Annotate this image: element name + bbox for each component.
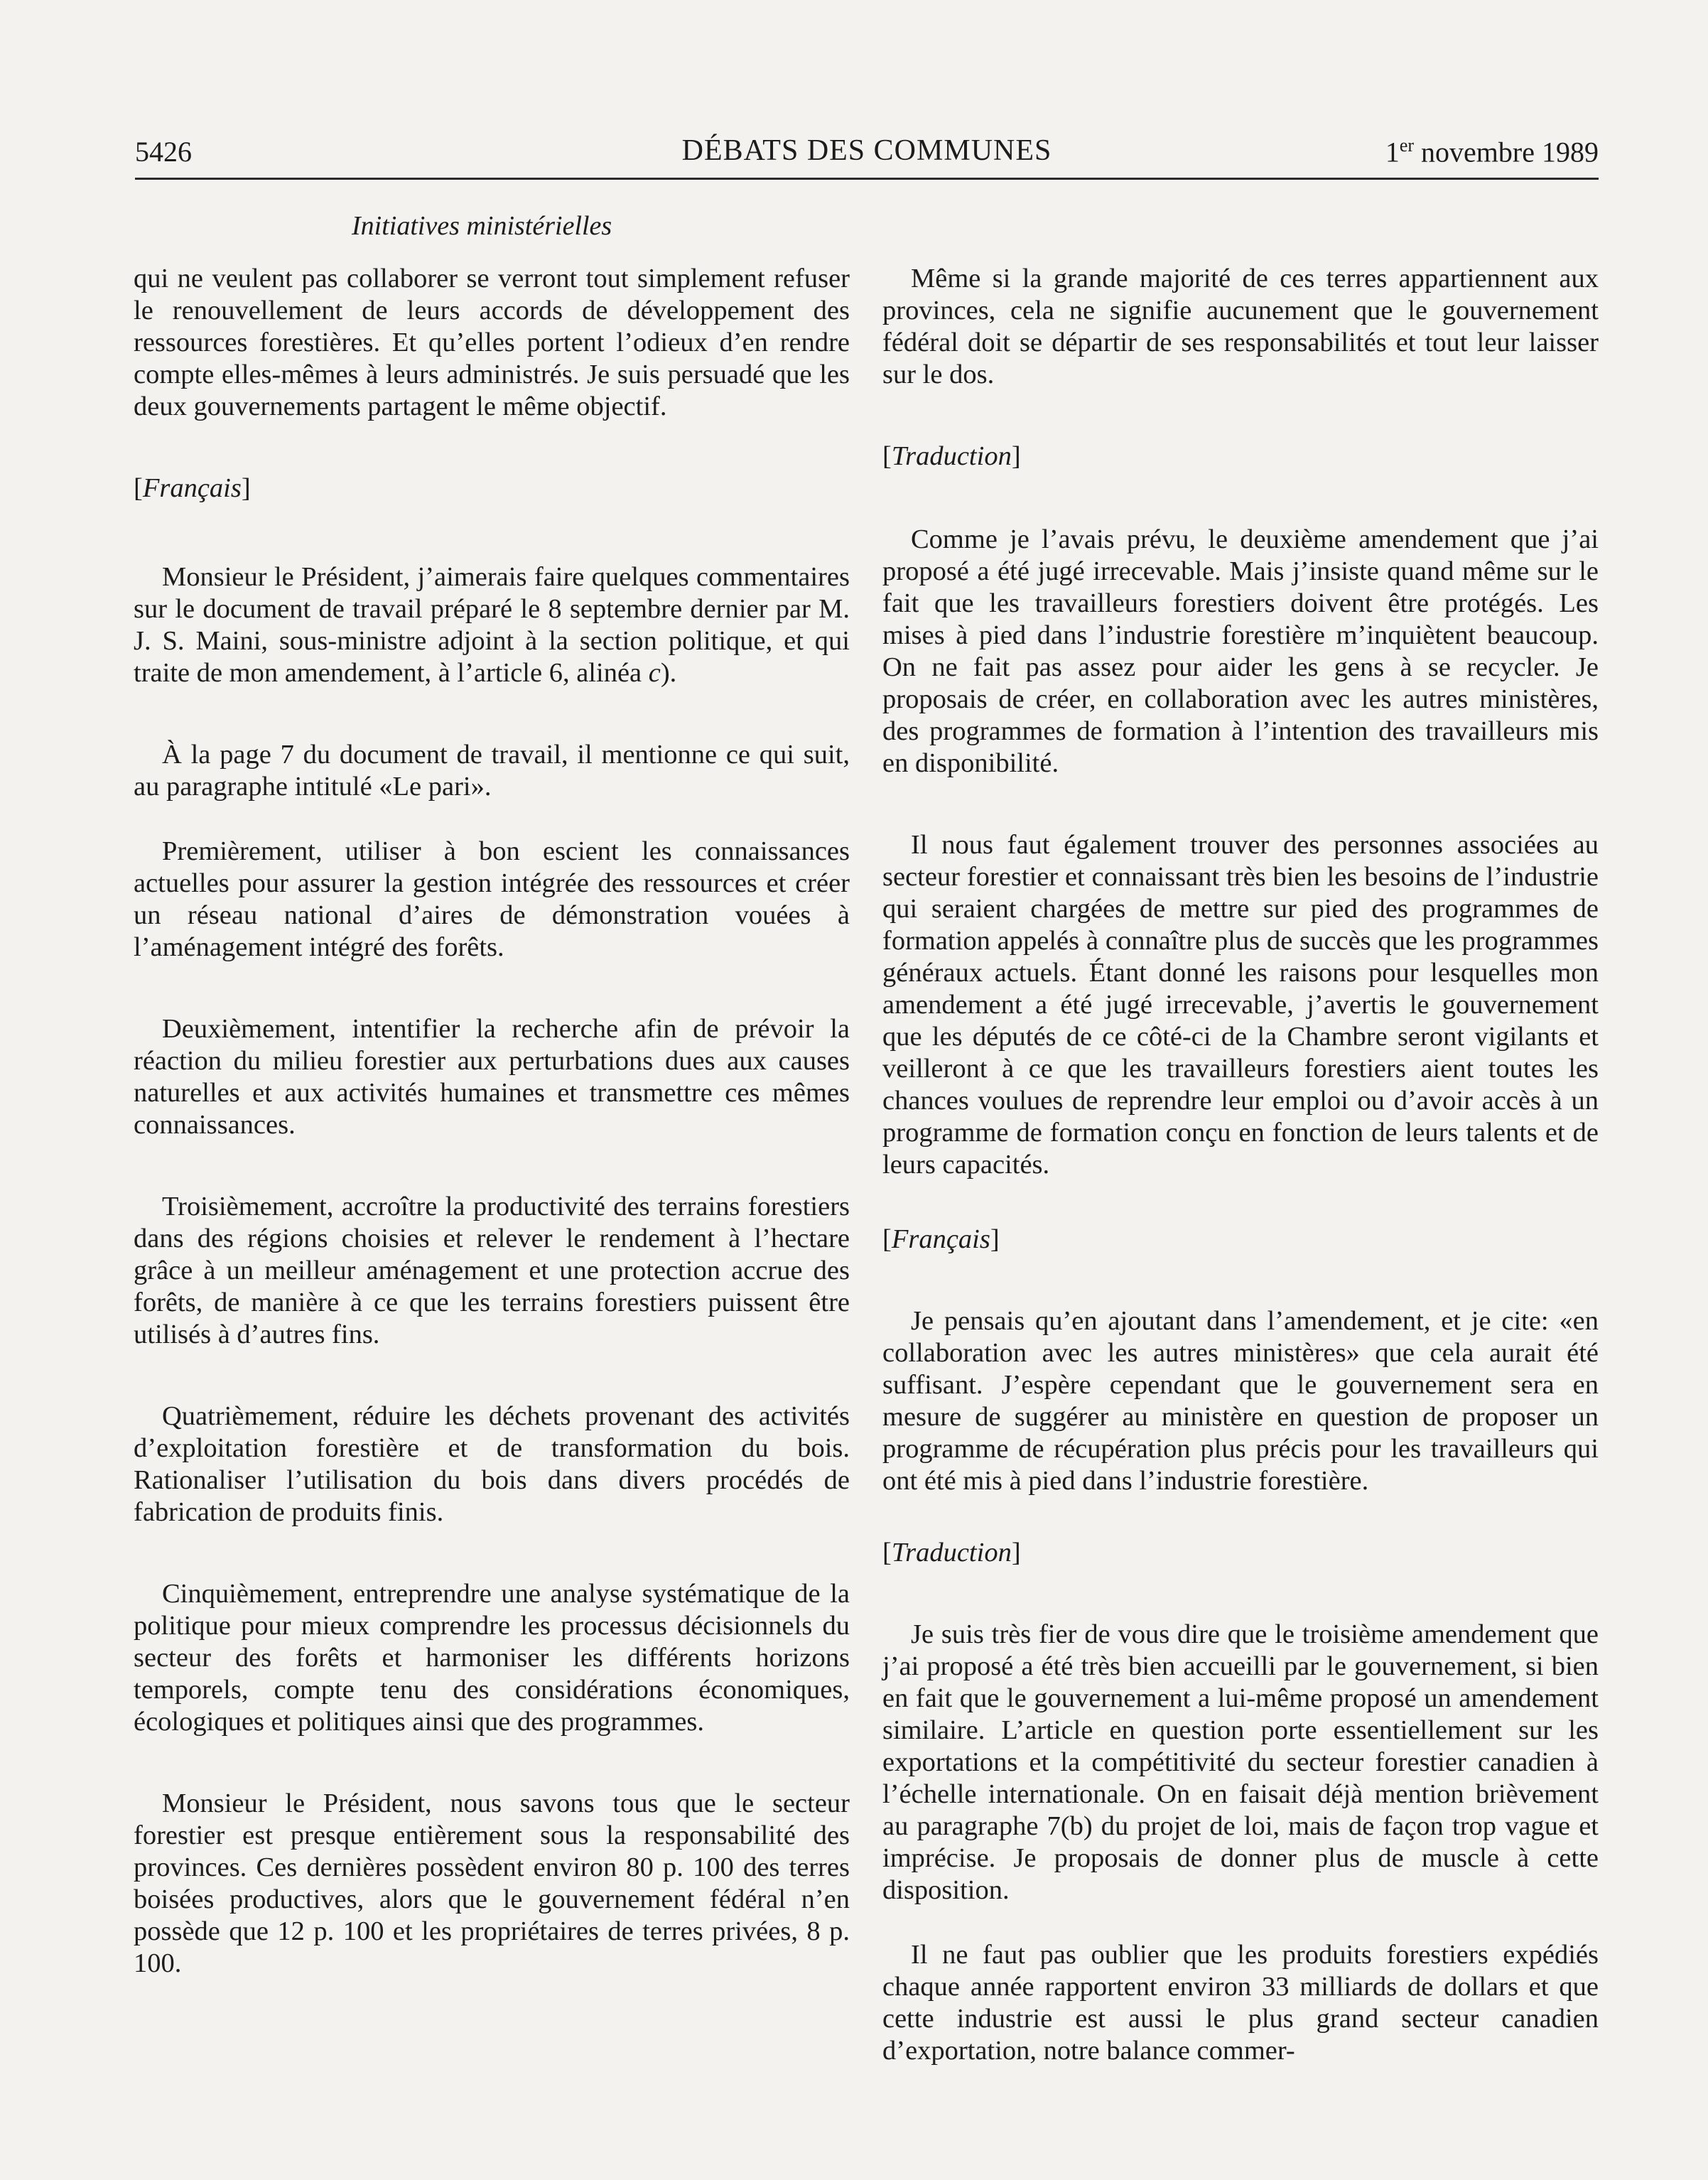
language-marker-text: Français [891,1224,990,1254]
paragraph-text: Monsieur le Président, j’aimerais faire quelques commentaires sur le document de travail préparé le 8 septembre dernier par M. J. S. Maini, sous-ministre adjoint à la section politique, et qui traite de mon amendement, à l’article 6, alinéa [134,562,850,688]
paragraph: Je pensais qu’en ajoutant dans l’amendement, et je cite: «en collaboration avec les autres ministères» que cela aurait été suffisant. J’espère cependant que le gouvernement sera en mesure de suggérer au ministère en question de proposer un programme de récupération plus précis pour les travailleurs qui ont été mis à pied dans l’industrie forestière. [882,1306,1599,1496]
language-marker-text: Traduction [891,1538,1012,1567]
paragraph [134,561,850,689]
paragraph: Comme je l’avais prévu, le deuxième amendement que j’ai proposé a été jugé irrecevable. Mais j’insiste quand même sur le fait que les travailleurs forestiers doivent être protégés. Les mises à pied dans l’industrie forestière m’inquiètent beaucoup. On ne fait pas assez pour aider les gens à se recycler. Je proposais de créer, en collaboration avec les autres ministères, des programmes de formation à l’intention des travailleurs mis en disponibilité. [882,524,1599,778]
paragraph: Troisièmement, accroître la productivité des terrains forestiers dans des régions choisies et relever le rendement à l’hectare grâce à un meilleur aménagement et une protection accrue des forêts, de manière à ce que les terrains forestiers puissent être utilisés à d’autres fins. [134,1192,850,1349]
left-column [134,263,850,1980]
language-marker: [Traduction] [882,441,1021,471]
language-marker-text: Français [142,473,242,503]
language-marker-text: Traduction [891,441,1012,471]
paragraph: Cinquièmement, entreprendre une analyse systématique de la politique pour mieux comprendre les processus décisionnels du secteur des forêts et harmoniser les différents horizons temporels, compte tenu des considérations économiques, écologiques et politiques ainsi que des programmes. [134,1579,850,1737]
section-heading: Initiatives ministérielles [352,211,612,241]
paragraph-italic: c [648,658,661,688]
paragraph: À la page 7 du document de travail, il mentionne ce qui suit, au paragraphe intitulé «Le pari». [134,740,850,802]
date-day: 1 [1385,136,1400,168]
page-date [1385,135,1599,168]
language-marker: [Français] [882,1224,1000,1254]
date-superscript: er [1399,135,1415,156]
paragraph: Même si la grande majorité de ces terres appartiennent aux provinces, cela ne signifie aucunement que le gouvernement fédéral doit se départir de ses responsabilités et tout leur laisser sur le dos. [882,264,1599,389]
date-rest: novembre 1989 [1414,136,1599,168]
right-column [882,263,1599,2067]
paragraph: Il nous faut également trouver des personnes associées au secteur forestier et connaissant très bien les besoins de l’industrie qui seraient chargées de mettre sur pied des programmes de formation appelés à connaître plus de succès que les programmes généraux actuels. Étant donné les raisons pour lesquelles mon amendement a été jugé irrecevable, j’avertis le gouvernement que les députés de ce côté-ci de la Chambre seront vigilants et veilleront à ce que les travailleurs forestiers aient toutes les chances voulues de reprendre leur emploi ou d’avoir accès à un programme de formation conçu en fonction de leurs talents et de leurs capacités. [882,830,1599,1180]
paragraph: Je suis très fier de vous dire que le troisième amendement que j’ai proposé a été très bien accueilli par le gouvernement, si bien en fait que le gouvernement a lui-même proposé un amendement similaire. L’article en question porte essentiellement sur les exportations et la compétitivité du secteur forestier canadien à l’échelle internationale. On en faisait déjà mention brièvement au paragraphe 7(b) du projet de loi, mais de façon trop vague et imprécise. Je proposais de donner plus de muscle à cette disposition. [882,1619,1599,1905]
paragraph: Premièrement, utiliser à bon escient les connaissances actuelles pour assurer la gestion intégrée des ressources et créer un réseau national d’aires de démonstration vouées à l’aménagement intégré des forêts. [134,836,850,962]
paragraph: Quatrièmement, réduire les déchets provenant des activités d’exploitation forestière et de transformation du bois. Rationaliser l’utilisation du bois dans divers procédés de fabrication de produits finis. [134,1401,850,1527]
journal-title: DÉBATS DES COMMUNES [681,134,1052,167]
page-number: 5426 [135,136,192,168]
paragraph: Deuxièmement, intentifier la recherche afin de prévoir la réaction du milieu forestier aux perturbations dues aux causes naturelles et aux activités humaines et transmettre ces mêmes connaissances. [134,1014,850,1140]
page-header [135,128,1599,180]
paragraph-text-end: ). [660,658,677,688]
language-marker: [Français] [134,473,251,503]
language-marker: [Traduction] [882,1538,1021,1567]
paragraph: Il ne faut pas oublier que les produits forestiers expédiés chaque année rapportent environ 33 milliards de dollars et que cette industrie est aussi le plus grand secteur canadien d’exportation, notre balance commer- [882,1940,1599,2066]
paragraph: qui ne veulent pas collaborer se verront tout simplement refuser le renouvellement de leurs accords de développement des ressources forestières. Et qu’elles portent l’odieux d’en rendre compte elles-mêmes à leurs administrés. Je suis persuadé que les deux gouvernements partagent le même objectif. [134,264,850,421]
paragraph: Monsieur le Président, nous savons tous que le secteur forestier est presque entièrement sous la responsabilité des provinces. Ces dernières possèdent environ 80 p. 100 des terres boisées productives, alors que le gouvernement fédéral n’en possède que 12 p. 100 et les propriétaires de terres privées, 8 p. 100. [134,1788,850,1978]
